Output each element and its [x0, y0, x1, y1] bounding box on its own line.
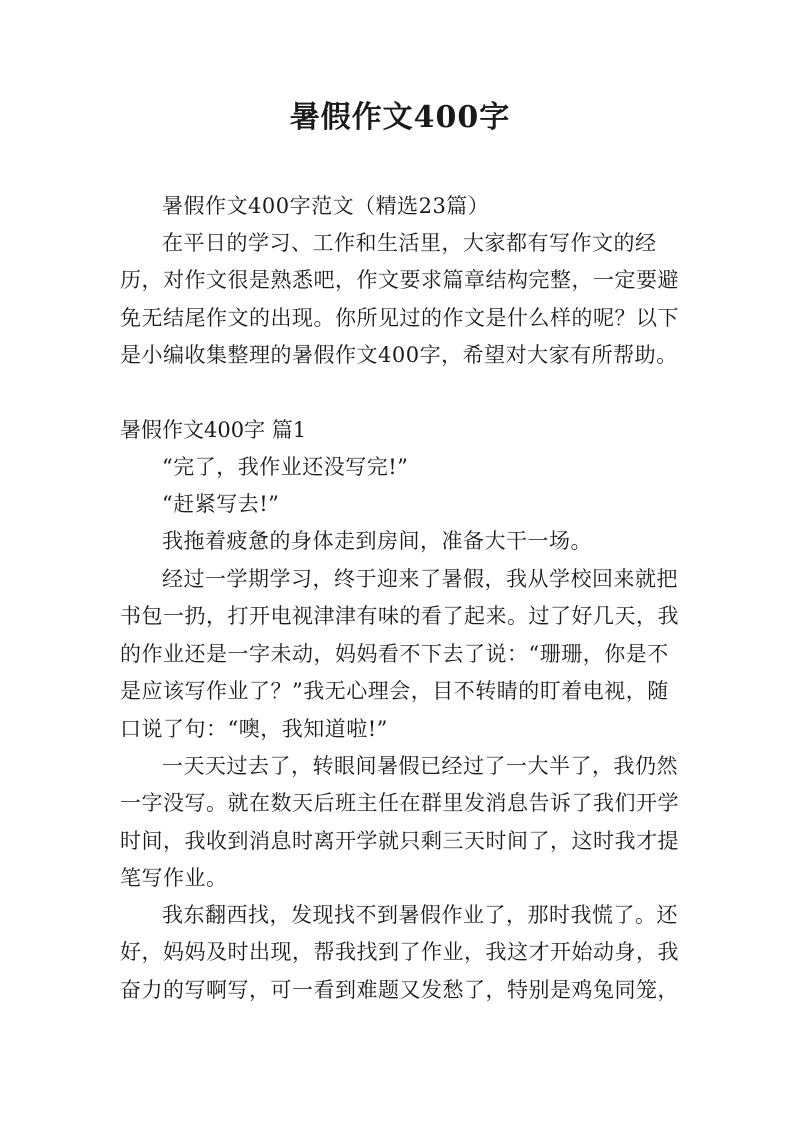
document-subtitle: 暑假作文400字范文（精选23篇）: [162, 194, 490, 218]
body-paragraph: “赶紧写去!”: [162, 492, 280, 516]
body-paragraph: 我拖着疲惫的身体走到房间，准备大干一场。: [162, 529, 592, 553]
section-heading: 暑假作文400字 篇1: [120, 418, 307, 442]
document-title: 暑假作文400字: [289, 100, 511, 135]
body-paragraph: “完了，我作业还没写完!”: [162, 455, 409, 479]
intro-paragraph: 在平日的学习、工作和生活里，大家都有写作文的经历，对作文很是熟悉吧，作文要求篇章结构完整，一定要避免无结尾作文的出现。你所见过的作文是什么样的呢？以下是小编收集整理的暑假作文400字，希望对大家有所帮助。: [120, 231, 679, 368]
body-paragraph: 一天天过去了，转眼间暑假已经过了一大半了，我仍然一字没写。就在数天后班主任在群里发消息告诉了我们开学时间，我收到消息时离开学就只剩三天时间了，这时我才提笔写作业。: [120, 754, 679, 891]
body-paragraph: 我东翻西找，发现找不到暑假作业了，那时我慌了。还好，妈妈及时出现，帮我找到了作业，我这才开始动身，我奋力的写啊写，可一看到难题又发愁了，特别是鸡兔同笼，: [120, 903, 679, 1002]
body-paragraph: 经过一学期学习，终于迎来了暑假，我从学校回来就把书包一扔，打开电视津津有味的看了起来。过了好几天，我的作业还是一字未动，妈妈看不下去了说：“珊珊，你是不是应该写作业了？”我无心理会，目不转睛的盯着电视，随口说了句：“噢，我知道啦!”: [120, 567, 679, 741]
